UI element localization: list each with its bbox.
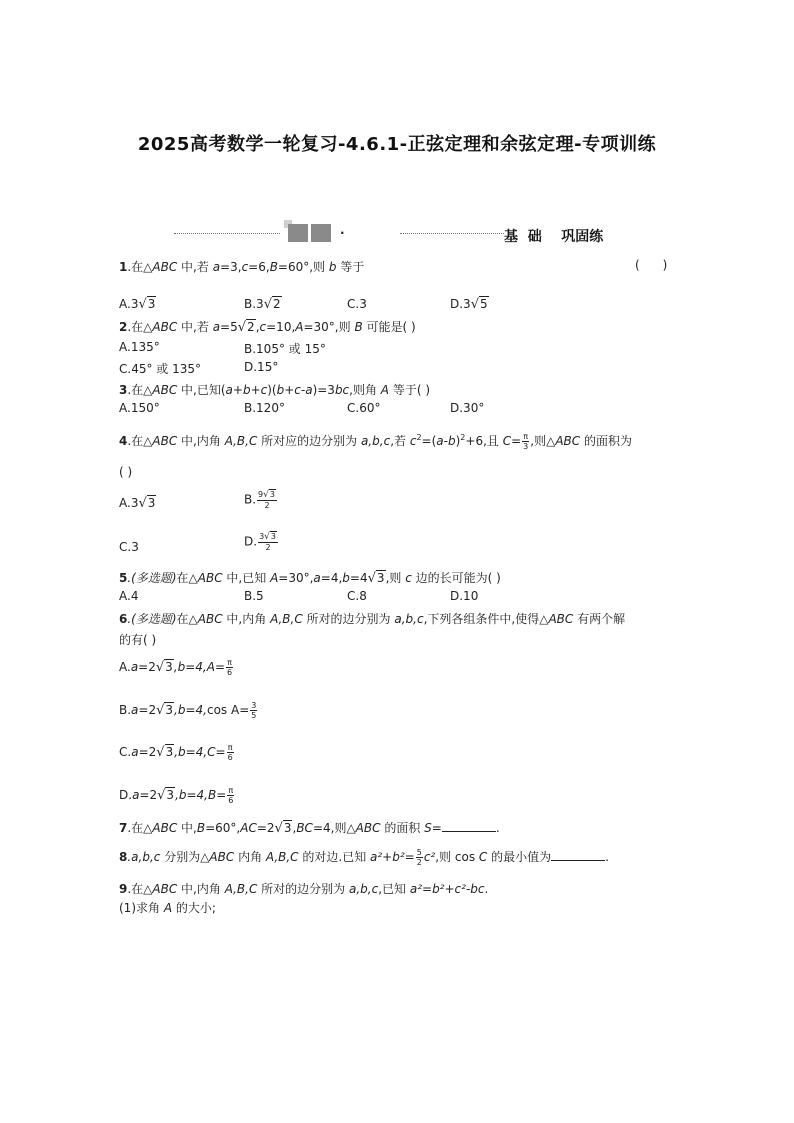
option-b: B.120° <box>244 401 285 415</box>
banner-square-icon <box>288 224 308 242</box>
sqrt-symbol: √5 <box>470 297 488 312</box>
text: C <box>478 850 488 864</box>
fraction <box>416 848 423 867</box>
fraction <box>257 490 277 510</box>
text: B <box>196 821 206 835</box>
text: ABC <box>152 260 178 274</box>
question-number: 5 <box>119 571 128 585</box>
text: a+b+c <box>225 383 268 397</box>
question-8 <box>119 848 609 867</box>
option-a: A.4 <box>119 589 139 603</box>
text: =2 <box>138 660 156 674</box>
option-d: D.10 <box>450 589 479 603</box>
option-b <box>244 490 278 510</box>
option-a: A.135° <box>119 340 160 354</box>
text: ,若 <box>390 434 410 448</box>
answer-bracket: ( ) <box>119 465 133 479</box>
banner-dot: · <box>340 226 345 240</box>
sqrt-symbol: √3 <box>367 571 385 586</box>
text: A,B,C <box>270 612 303 626</box>
fraction <box>227 743 234 762</box>
text: A <box>380 383 390 397</box>
option-c: C.a=2√3,b=4,C= $\frac{\pi}{6}$ <box>119 743 233 762</box>
text: 等于( ) <box>389 383 431 397</box>
question-9-part-1 <box>119 899 216 916</box>
text: a²+b² <box>370 850 405 864</box>
question-3 <box>119 381 430 398</box>
text: , <box>292 821 297 835</box>
sqrt-symbol: √3 <box>264 532 276 542</box>
text: 3 <box>269 490 275 499</box>
text: 的大小; <box>172 901 216 915</box>
option-d <box>450 297 489 312</box>
text: a <box>212 260 221 274</box>
text: ABC <box>548 612 574 626</box>
text: b <box>342 571 350 585</box>
text: D. <box>244 534 258 549</box>
text: ABC <box>152 821 178 835</box>
sqrt-symbol: √3 <box>138 496 156 511</box>
text: =4, <box>320 571 343 585</box>
option-b: B.5 <box>244 589 264 603</box>
sqrt-symbol: √3 <box>155 660 173 675</box>
text: 在△ <box>176 612 198 626</box>
text: B.3 <box>244 297 264 311</box>
text: = <box>216 788 227 802</box>
text: B <box>269 260 278 274</box>
question-number: 6 <box>119 612 128 626</box>
option-c: C.8 <box>347 589 367 603</box>
text: c <box>259 320 267 334</box>
text: 中,若 <box>177 260 213 274</box>
question-2 <box>119 318 416 335</box>
text: 中,内角 <box>177 882 225 896</box>
text: 在△ <box>176 571 198 585</box>
text: 3 <box>523 442 529 451</box>
question-number: 8 <box>119 850 128 864</box>
text: 中,已知( <box>177 383 226 397</box>
text: 3 <box>147 496 156 510</box>
text: 3 <box>270 532 276 541</box>
text: a,b,c <box>394 612 424 626</box>
option-d <box>244 532 279 552</box>
question-number: 7 <box>119 821 128 835</box>
sqrt-symbol: √3 <box>274 821 292 836</box>
text: a²=b²+c²-bc <box>409 882 485 896</box>
text: b+c-a <box>276 383 313 397</box>
text: B. <box>244 492 257 507</box>
text: =3, <box>220 260 242 274</box>
text: 的面积 <box>380 821 425 835</box>
option-d: D.30° <box>450 401 485 415</box>
option-c: C.60° <box>347 401 381 415</box>
answer-bracket: ( ) <box>635 258 668 272</box>
text: = <box>511 434 522 448</box>
text: 3 <box>165 745 174 759</box>
text: ABC <box>197 571 223 585</box>
text: 3 <box>147 297 156 311</box>
text: BC <box>296 821 313 835</box>
text: 3 <box>283 821 292 835</box>
text: =( <box>421 434 437 448</box>
question-number: 2 <box>119 320 128 334</box>
text: 3 <box>165 703 174 717</box>
text: ABC <box>152 434 178 448</box>
text: 5 <box>480 297 488 311</box>
text: = <box>214 660 226 674</box>
text: 分别为△ <box>160 850 210 864</box>
text: 中,若 <box>177 320 213 334</box>
text: .在△ <box>127 821 153 835</box>
option-a <box>119 297 156 312</box>
fraction <box>522 432 529 451</box>
text: ABC <box>555 434 581 448</box>
text: ABC <box>152 383 178 397</box>
text: 的面积为 <box>580 434 632 448</box>
text: 9 <box>258 490 264 499</box>
text: .在△ <box>127 260 153 274</box>
text: =2 <box>256 821 275 835</box>
text: ABC <box>197 612 223 626</box>
sqrt-symbol: √3 <box>156 745 174 760</box>
text: , <box>255 320 260 334</box>
text: ) <box>455 434 461 448</box>
text: = <box>431 821 442 835</box>
text: D.3 <box>450 297 471 311</box>
question-1 <box>119 258 364 275</box>
question-5 <box>119 569 501 586</box>
text: a-b <box>436 434 456 448</box>
dotted-rule-right <box>400 233 504 234</box>
fraction <box>250 701 257 720</box>
text: +6,且 <box>465 434 503 448</box>
text: = <box>215 745 226 759</box>
question-6 <box>119 610 625 627</box>
text: =60°, <box>205 821 241 835</box>
text: 2 <box>247 320 255 334</box>
banner-square-icon <box>311 224 331 242</box>
text: .在△ <box>127 320 153 334</box>
text: 中,内角 <box>177 434 225 448</box>
text: S <box>424 821 432 835</box>
text: C <box>207 745 216 759</box>
text: A,B,C <box>224 434 258 448</box>
text: ,b=4, <box>175 788 208 802</box>
text: 内角 <box>234 850 266 864</box>
text: 的对边.已知 <box>298 850 371 864</box>
text: 边的长可能为( ) <box>411 571 501 585</box>
text: =30°, <box>278 571 314 585</box>
option-c: C.45° 或 135° <box>119 362 201 376</box>
text: =2 <box>138 745 157 759</box>
option-a <box>119 496 156 511</box>
text: 2 <box>416 858 422 867</box>
text: A <box>295 320 304 334</box>
text: =30°,则 <box>303 320 355 334</box>
answer-blank <box>551 850 605 861</box>
text: 6 <box>227 753 233 762</box>
text: .a,b,c <box>127 850 161 864</box>
text: = <box>404 850 415 864</box>
text: π <box>228 786 234 795</box>
text: A <box>163 901 173 915</box>
text: (1)求角 <box>119 901 164 915</box>
text: D. <box>119 788 133 802</box>
text: bc <box>334 383 350 397</box>
question-9 <box>119 880 488 897</box>
text: ,已知 <box>378 882 410 896</box>
text: .在△ <box>127 434 153 448</box>
text: c <box>241 260 249 274</box>
dotted-rule-left <box>174 233 280 234</box>
text: 中,内角 <box>222 612 271 626</box>
text: = <box>239 703 250 717</box>
text: ,b=4, <box>173 660 207 674</box>
text: =5 <box>220 320 238 334</box>
text: π <box>227 743 233 752</box>
option-a: A.a=2√3,b=4,A= $\frac{\pi}{6}$ <box>119 658 233 677</box>
text: =6, <box>248 260 270 274</box>
text: 2 <box>265 543 271 552</box>
text: B <box>208 788 217 802</box>
text: c <box>405 571 412 585</box>
text: a <box>313 571 321 585</box>
text: A. <box>119 660 131 674</box>
question-tag: .(多选题) <box>127 612 177 626</box>
text: 的最小值为 <box>487 850 552 864</box>
text: A.3 <box>119 496 139 510</box>
page-title: 2025高考数学一轮复习-4.6.1-正弦定理和余弦定理-专项训练 <box>137 134 657 155</box>
text: ABC <box>152 882 178 896</box>
text: 中,已知 <box>222 571 271 585</box>
option-c: C.3 <box>347 297 367 311</box>
text: C <box>502 434 512 448</box>
text: ABC <box>152 320 178 334</box>
text: A <box>270 571 279 585</box>
text: ,下列各组条件中,使得△ <box>423 612 549 626</box>
sqrt-symbol: √2 <box>237 320 255 335</box>
text: 3 <box>376 571 385 585</box>
sqrt-symbol: √3 <box>157 788 175 803</box>
text: 中, <box>177 821 197 835</box>
fraction <box>226 658 233 677</box>
text: 6 <box>227 668 233 677</box>
text: )( <box>267 383 277 397</box>
question-6-line-2: 的有( ) <box>119 633 157 647</box>
text: B <box>354 320 363 334</box>
text: A,B,C <box>224 882 258 896</box>
text: =4,则△ <box>312 821 356 835</box>
text: 等于 <box>336 260 365 274</box>
text: =4 <box>349 571 368 585</box>
fraction <box>227 786 234 805</box>
text: 所对的边分别为 <box>302 612 395 626</box>
text: 5 <box>416 848 422 857</box>
text: =2 <box>139 788 158 802</box>
text: ,则角 <box>349 383 381 397</box>
option-d: D.15° <box>244 360 279 374</box>
text: 有两个解 <box>573 612 626 626</box>
text: .在△ <box>127 383 153 397</box>
sqrt-symbol: √3 <box>263 490 275 500</box>
text: AC <box>240 821 257 835</box>
text: A,B,C <box>265 850 299 864</box>
option-b <box>244 297 282 312</box>
question-number: 1 <box>119 260 128 274</box>
text: =10, <box>266 320 296 334</box>
text: ,b=4, <box>174 745 208 759</box>
text: ,则△ <box>530 434 556 448</box>
text: C. <box>119 745 132 759</box>
text: a,b,c <box>349 882 379 896</box>
question-number: 4 <box>119 434 128 448</box>
question-4: 4.在△ABC 中,内角 A,B,C 所对应的边分别为 a,b,c,若 $c^2=(a-b)^2+6$,且 C= $\frac{\pi}{3}$ ,则△ABC 的面积为 <box>119 432 632 451</box>
text: =60°,则 <box>277 260 329 274</box>
option-b: B.105° 或 15° <box>244 342 326 356</box>
option-b: B.a=2√3,b=4,cos A= $\frac{3}{5}$ <box>119 701 257 720</box>
text: 3 <box>166 788 175 802</box>
text: )=3 <box>312 383 335 397</box>
section-banner <box>118 220 678 248</box>
text: a,b,c <box>361 434 391 448</box>
text: c² <box>423 850 436 864</box>
text: ABC <box>355 821 381 835</box>
text: 2 <box>272 297 281 311</box>
question-tag: .(多选题) <box>127 571 177 585</box>
question-7 <box>119 819 500 836</box>
text: . <box>495 821 500 835</box>
text: =2 <box>138 703 157 717</box>
text: cos A <box>206 703 240 717</box>
option-a: A.150° <box>119 401 160 415</box>
text: . <box>484 882 489 896</box>
text: 5 <box>251 711 257 720</box>
section-heading: 基 础 巩固练 <box>504 229 604 245</box>
text: 6 <box>228 796 234 805</box>
text: ,则 <box>385 571 406 585</box>
text: ABC <box>209 850 235 864</box>
text: 3 <box>251 701 257 710</box>
sqrt-symbol: √3 <box>138 297 156 312</box>
text: ,b=4, <box>174 703 207 717</box>
text: 2 <box>264 501 270 510</box>
question-number: 9 <box>119 882 128 896</box>
text: a <box>212 320 221 334</box>
text: B. <box>119 703 132 717</box>
text: A.3 <box>119 297 139 311</box>
sqrt-symbol: √3 <box>156 703 174 718</box>
option-c: C.3 <box>119 540 139 554</box>
text: 所对应的边分别为 <box>257 434 361 448</box>
answer-blank <box>442 821 496 832</box>
text: 3 <box>165 660 173 674</box>
text: .在△ <box>127 882 153 896</box>
text: A <box>206 660 215 674</box>
text: 可能是( ) <box>362 320 416 334</box>
text: ,则 cos <box>435 850 479 864</box>
option-d: D.a=2√3,b=4,B= $\frac{\pi}{6}$ <box>119 786 234 805</box>
text: b <box>328 260 337 274</box>
question-number: 3 <box>119 383 128 397</box>
sqrt-symbol: √2 <box>263 297 281 312</box>
text: π <box>227 658 232 667</box>
text: . <box>605 850 609 864</box>
text: c <box>409 434 417 448</box>
text: 3 <box>259 532 265 541</box>
fraction <box>258 532 278 552</box>
text: 所对的边分别为 <box>257 882 349 896</box>
text: π <box>523 432 529 441</box>
